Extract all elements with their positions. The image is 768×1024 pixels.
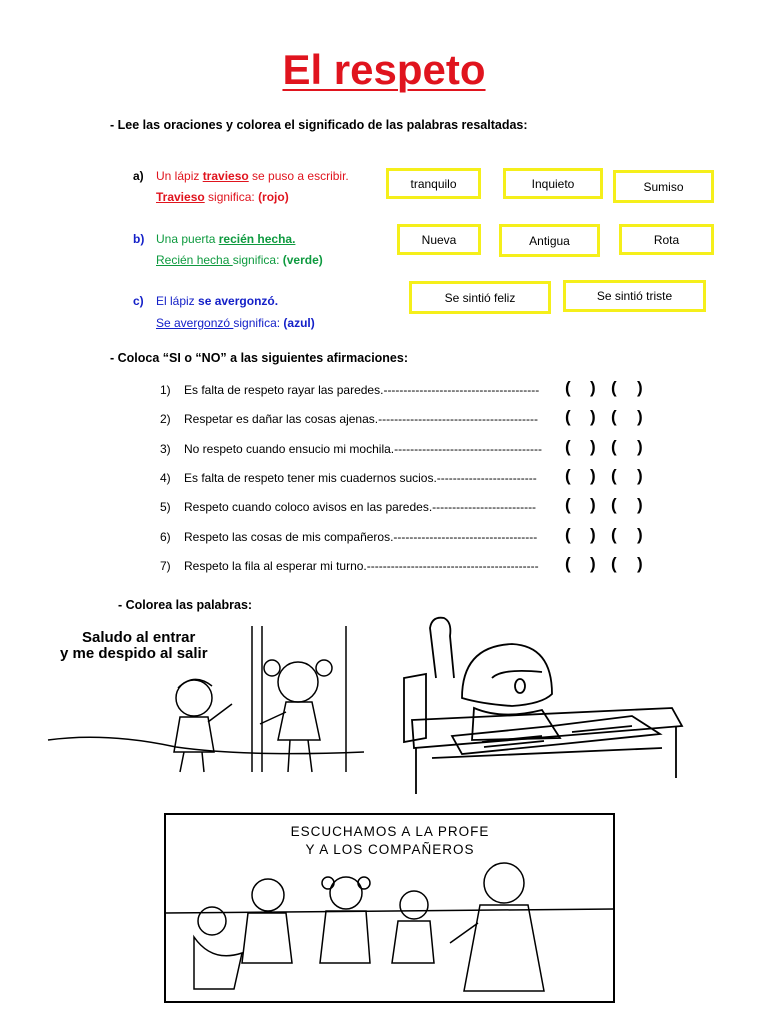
paren-open: (	[611, 525, 617, 544]
paren-open: (	[565, 554, 571, 573]
item-a-color: (rojo)	[258, 190, 289, 204]
page-title: El respeto	[282, 46, 486, 93]
option-box-se-sintio-feliz[interactable]: Se sintió feliz	[409, 281, 551, 314]
statement-number: 1)	[160, 383, 171, 397]
paren-close: )	[637, 407, 643, 426]
option-box-rota[interactable]: Rota	[619, 224, 714, 255]
option-box-nueva[interactable]: Nueva	[397, 224, 481, 255]
statement-text: Es falta de respeto rayar las paredes.---------------------------------------	[184, 383, 540, 397]
item-b-meaning	[156, 253, 323, 267]
paren-open: (	[565, 466, 571, 485]
section2-instruction: - Coloca “SI o “NO” a las siguientes afirmaciones:	[110, 351, 408, 365]
paren-close: )	[590, 466, 596, 485]
greeting-illustration	[46, 622, 368, 782]
statement-text: Respeto cuando coloco avisos en las paredes.--------------------------	[184, 500, 537, 514]
section1-instruction: - Lee las oraciones y colorea el significado de las palabras resaltadas:	[110, 118, 528, 132]
item-a-meaning	[156, 190, 289, 204]
item-c-sig-word: Se avergonzó	[156, 316, 234, 330]
statement-row	[0, 378, 768, 404]
img3-caption-line2: Y A LOS COMPAÑEROS	[305, 842, 475, 857]
statement-number: 5)	[160, 500, 171, 514]
item-b-sentence	[156, 232, 295, 246]
item-a-sig-text: significa:	[204, 190, 259, 204]
statement-number: 6)	[160, 530, 171, 544]
paren-close: )	[590, 554, 596, 573]
statement-row	[0, 437, 768, 463]
statement-text: Respeto las cosas de mis compañeros.------------------------------------	[184, 530, 538, 544]
item-c-color: (azul)	[283, 316, 315, 330]
statement-number: 2)	[160, 412, 171, 426]
statement-row	[0, 466, 768, 492]
item-c-sig-text: significa:	[233, 316, 284, 330]
paren-open: (	[565, 525, 571, 544]
section3-instruction: - Colorea las palabras:	[118, 598, 253, 612]
statement-number: 4)	[160, 471, 171, 485]
statement-text: No respeto cuando ensucio mi mochila.-------------------------------------	[184, 442, 542, 456]
img3-caption-line1: ESCUCHAMOS A LA PROFE	[290, 824, 490, 839]
statement-row	[0, 495, 768, 521]
paren-close: )	[590, 407, 596, 426]
paren-open: (	[611, 554, 617, 573]
paren-close: )	[637, 525, 643, 544]
paren-open: (	[611, 407, 617, 426]
statement-text: Respetar es dañar las cosas ajenas.----------------------------------------	[184, 412, 538, 426]
item-b-sig-word: Recién hecha	[156, 253, 233, 267]
paren-close: )	[637, 554, 643, 573]
item-b-sig-text: significa:	[232, 253, 283, 267]
img1-caption-line1: Saludo al entrar	[82, 629, 196, 646]
statement-text: Es falta de respeto tener mis cuadernos sucios.-------------------------	[184, 471, 537, 485]
paren-open: (	[611, 378, 617, 397]
item-c-pre: El lápiz	[156, 294, 199, 308]
item-a-post: se puso a escribir.	[248, 169, 349, 183]
paren-open: (	[611, 495, 617, 514]
paren-open: (	[565, 437, 571, 456]
img1-caption-line2: y me despido al salir	[60, 645, 208, 662]
raised-hand-illustration	[392, 608, 688, 802]
option-box-sumiso[interactable]: Sumiso	[613, 170, 714, 203]
option-box-se-sintio-triste[interactable]: Se sintió triste	[563, 280, 706, 312]
paren-close: )	[637, 437, 643, 456]
statement-row	[0, 554, 768, 580]
paren-close: )	[590, 525, 596, 544]
item-c-letter: c)	[133, 294, 144, 308]
statement-row	[0, 525, 768, 551]
item-a-pre: Un lápiz	[156, 169, 203, 183]
paren-close: )	[590, 495, 596, 514]
paren-open: (	[611, 437, 617, 456]
paren-close: )	[637, 495, 643, 514]
item-a-sentence	[156, 169, 349, 183]
paren-close: )	[637, 378, 643, 397]
option-box-tranquilo[interactable]: tranquilo	[386, 168, 481, 199]
paren-close: )	[590, 378, 596, 397]
item-b-color: (verde)	[282, 253, 323, 267]
item-c-word: se avergonzó.	[198, 294, 279, 308]
paren-close: )	[590, 437, 596, 456]
statement-number: 3)	[160, 442, 171, 456]
paren-close: )	[637, 466, 643, 485]
item-a-word: travieso	[202, 169, 249, 183]
item-a-letter: a)	[133, 169, 144, 183]
paren-open: (	[565, 378, 571, 397]
item-c-meaning	[156, 316, 315, 330]
item-c-sentence	[156, 294, 278, 308]
option-box-antigua[interactable]: Antigua	[499, 224, 600, 257]
option-box-inquieto[interactable]: Inquieto	[503, 168, 603, 199]
item-b-letter: b)	[133, 232, 145, 246]
item-b-word: recién hecha.	[218, 232, 296, 246]
statement-row	[0, 407, 768, 433]
paren-open: (	[611, 466, 617, 485]
item-a-sig-word: Travieso	[156, 190, 205, 204]
paren-open: (	[565, 407, 571, 426]
paren-open: (	[565, 495, 571, 514]
item-b-pre: Una puerta	[156, 232, 219, 246]
statement-number: 7)	[160, 559, 171, 573]
statement-text: Respeto la fila al esperar mi turno.-------------------------------------------	[184, 559, 539, 573]
listening-illustration	[164, 813, 616, 1005]
